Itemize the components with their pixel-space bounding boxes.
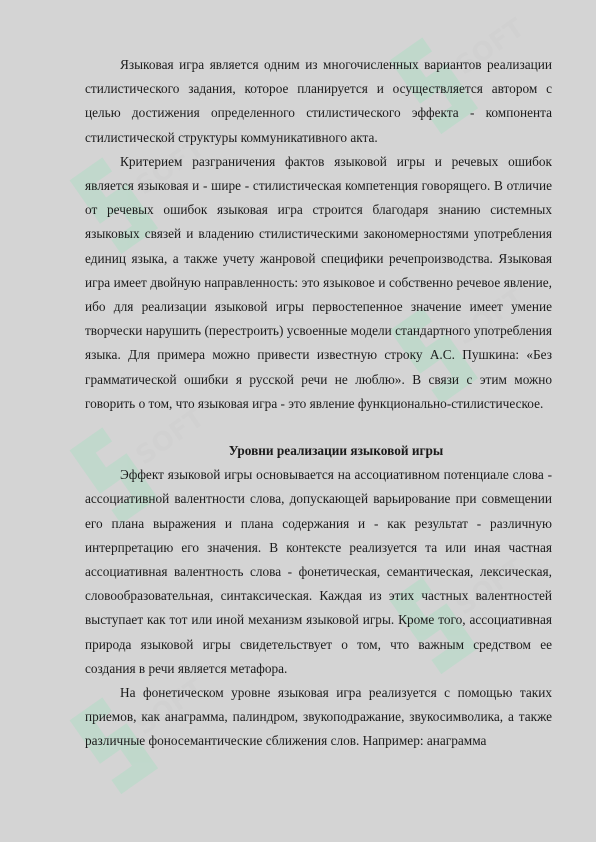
paragraph-3: Эффект языковой игры основывается на ассоциативном потенциале слова - ассоциативной валентности слова, допускающей варьирование при совмещении его плана выражения и плана содержания и - как результат - различную интерпретацию его значения. В контексте реализуется та или иная частная ассоциативная валентность слова - фонетическая, семантическая, лексическая, словообразовательная, синтаксическая. Каждая из этих частных валентностей выступает как тот или иной механизм языковой игры. Кроме того, ассоциативная природа языковой игры свидетельствует о том, что важным средством ее создания в речи является метафора. [85,467,552,676]
section-heading: Уровни реализации языковой игры [228,443,444,459]
watermark-text: SOFT [450,282,531,352]
paragraph-1: Языковая игра является одним из многочисленных вариантов реализации стилистического задания, которое планируется и осуществляется автором с целью достижения определенного стилистического эффекта - компонента стилистической структуры коммуникативного акта. [85,57,552,145]
watermark-text: SOFT [450,552,531,622]
watermark-text: SOFT [130,402,211,472]
document-page [85,53,552,754]
watermark-text: SOFT [130,672,211,742]
watermark-text: SOFT [450,12,531,82]
paragraph-4: На фонетическом уровне языковая игра реализуется с помощью таких приемов, как анаграмма, палиндром, звукоподражание, звукосимволика, а также различные фоносемантические сближения слов. Например: анаграмма [85,685,552,749]
paragraph-2: Критерием разграничения фактов языковой игры и речевых ошибок является языковая и - шире - стилистическая компетенция говорящего. В отличие от речевых ошибок языковая игра строится благодаря знанию системных языковых связей и владению стилистическими закономерностями употребления единиц языка, а также учету жанровой специфики речепроизводства. Языковая игра имеет двойную направленность: это языковое и собственно речевое явление, ибо для реализации языковой игры первостепенное значение имеет умение творчески нарушить (перестроить) усвоенные модели стандартного употребления языка. Для примера можно привести известную строку А.С. Пушкина: «Без грамматической ошибки я русской речи не люблю». В связи с этим можно говорить о том, что языковая игра - это явление функционально-стилистическое. [85,153,552,411]
watermark-text: SOFT [130,132,211,202]
